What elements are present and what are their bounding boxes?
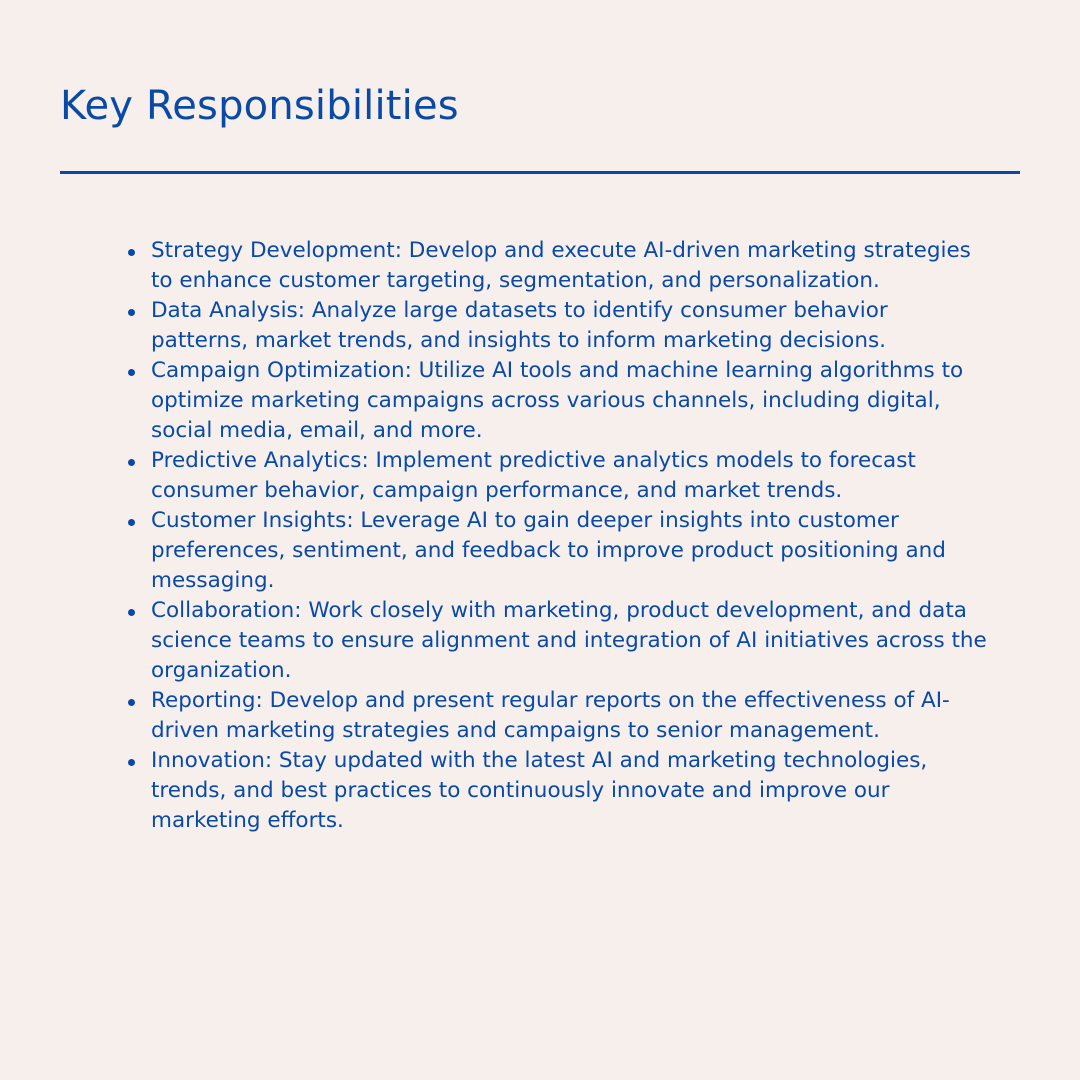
title-divider — [60, 171, 1020, 174]
bullet-dot-icon — [128, 519, 135, 526]
list-item-text: Collaboration: Work closely with marketing, product development, and data science teams to ensure alignment and integration of AI initiatives across the organization. — [151, 598, 987, 683]
bullet-dot-icon — [128, 309, 135, 316]
bullet-dot-icon — [128, 249, 135, 256]
list-item — [151, 356, 991, 446]
list-item-text: Campaign Optimization: Utilize AI tools and machine learning algorithms to optimize marketing campaigns across various channels, including digital, social media, email, and more. — [151, 358, 964, 443]
list-item — [151, 596, 991, 686]
bullet-dot-icon — [128, 459, 135, 466]
page-title: Key Responsibilities — [60, 83, 459, 129]
list-item — [151, 446, 991, 506]
list-item — [151, 686, 991, 746]
list-item-text: Reporting: Develop and present regular reports on the effectiveness of AI-driven marketing strategies and campaigns to senior management. — [151, 688, 950, 743]
list-item-text: Customer Insights: Leverage AI to gain deeper insights into customer preferences, sentiment, and feedback to improve product positioning and messaging. — [151, 508, 946, 593]
list-item-text: Strategy Development: Develop and execute AI-driven marketing strategies to enhance customer targeting, segmentation, and personalization. — [151, 238, 971, 293]
bullet-dot-icon — [128, 759, 135, 766]
list-item-text: Innovation: Stay updated with the latest AI and marketing technologies, trends, and best practices to continuously innovate and improve our marketing efforts. — [151, 748, 928, 833]
bullet-dot-icon — [128, 609, 135, 616]
list-item — [151, 506, 991, 596]
bullet-dot-icon — [128, 699, 135, 706]
list-item-text: Data Analysis: Analyze large datasets to identify consumer behavior patterns, market trends, and insights to inform marketing decisions. — [151, 298, 888, 353]
list-item — [151, 296, 991, 356]
bullet-dot-icon — [128, 369, 135, 376]
list-item — [151, 746, 991, 836]
list-item — [151, 236, 991, 296]
list-item-text: Predictive Analytics: Implement predictive analytics models to forecast consumer behavior, campaign performance, and market trends. — [151, 448, 916, 503]
responsibilities-list — [151, 236, 991, 836]
